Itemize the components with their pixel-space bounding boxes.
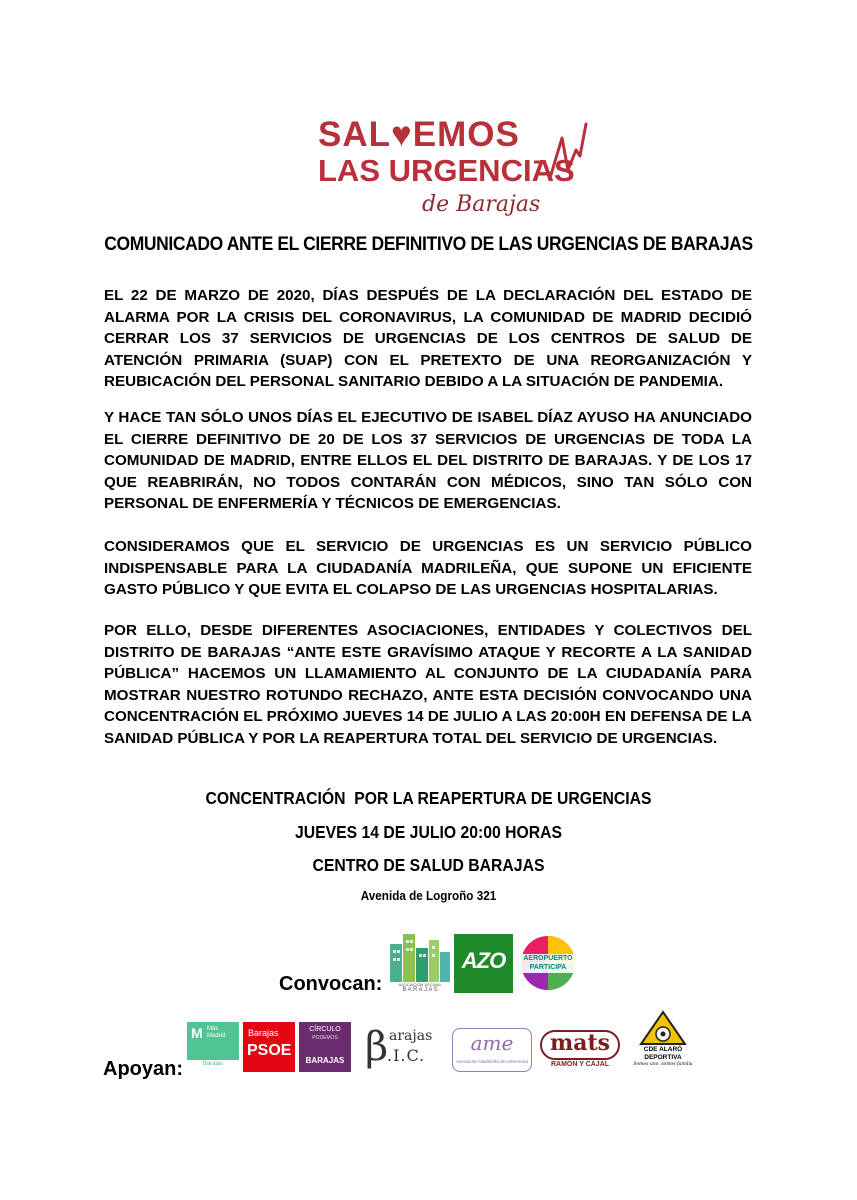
circulo-line-2: PODEMOS <box>312 1035 338 1041</box>
barajas-ic-logo <box>365 1024 437 1072</box>
azo-logo-text: AZO <box>461 948 506 973</box>
mas-madrid-line-2: Madrid <box>207 1033 226 1039</box>
paragraph-2: Y HACE TAN SÓLO UNOS DÍAS EL EJECUTIVO DE ISABEL DÍAZ AYUSO HA ANUNCIADO EL CIERRE DEFINITIVO DE 20 DE LOS 37 SERVICIOS DE URGENCIAS DE TODA LA COMUNIDAD DE MADRID, ENTRE ELLOS EL DEL DISTRITO DE BARAJAS. Y DE LOS 17 QUE REABRIRÁN, NO TODOS CONTARÁN CON MÉDICOS, SINO TAN SÓLO CON PERSONAL DE ENFERMERÍA Y TÉCNICOS DE EMERGENCIAS. <box>104 409 752 513</box>
mas-madrid-line-1: Más <box>207 1026 219 1032</box>
mas-madrid-caption: Barajas <box>202 1061 224 1067</box>
logo-line-3: de Barajas <box>422 192 541 217</box>
psoe-line-1: Barajas <box>248 1028 279 1038</box>
saludemos-urgencias-logo <box>318 115 598 225</box>
event-location: CENTRO DE SALUD BARAJAS <box>312 855 545 875</box>
asociacion-vecinal-caption: ASOCIACIÓN VECINAL <box>398 982 442 987</box>
event-date-time: JUEVES 14 DE JULIO 20:00 HORAS <box>295 822 562 842</box>
cde-line-1: CDE ALARÓ <box>643 1046 683 1053</box>
ame-logo <box>452 1028 532 1072</box>
paragraph-1: EL 22 DE MARZO DE 2020, DÍAS DESPUÉS DE LA DECLARACIÓN DEL ESTADO DE ALARMA POR LA CRISIS DEL CORONAVIRUS, LA COMUNIDAD DE MADRID DECIDIÓ CERRAR LOS 37 SERVICIOS DE URGENCIAS DE LOS CENTROS DE SALUD DE ATENCIÓN PRIMARIA (SUAP) CON EL PRETEXTO DE UNA REORGANIZACIÓN Y REUBICACIÓN DEL PERSONAL SANITARIO DEBIDO A LA SITUACIÓN DE PANDEMIA. <box>104 287 752 391</box>
asociacion-vecinal-logo <box>388 930 452 994</box>
psoe-line-2: PSOE <box>247 1042 292 1059</box>
soccer-ball-triangle-icon <box>633 1010 693 1046</box>
event-address: Avenida de Logroño 321 <box>360 888 497 903</box>
mats-text: mats <box>549 1030 611 1056</box>
circulo-line-1: CÍRCULO <box>309 1026 341 1033</box>
document-title: COMUNICADO ANTE EL CIERRE DEFINITIVO DE LAS URGENCIAS DE BARAJAS <box>104 234 753 255</box>
cde-line-3: Somos uno, somos familia <box>633 1062 693 1067</box>
event-heading: CONCENTRACIÓN POR LA REAPERTURA DE URGENCIAS <box>205 788 652 808</box>
circulo-podemos-logo <box>299 1022 351 1072</box>
mats-caption: RAMÓN Y CAJAL <box>550 1061 610 1068</box>
mats-logo <box>538 1028 624 1072</box>
paragraph-4: POR ELLO, DESDE DIFERENTES ASOCIACIONES, ENTIDADES Y COLECTIVOS DEL DISTRITO DE BARAJAS “ANTE ESTE GRAVÍSIMO ATAQUE Y RECORTE A LA SANIDAD PÚBLICA” HACEMOS UN LLAMAMIENTO AL CONJUNTO DE LA CIUDADANÍA PARA MOSTRAR NUESTRO ROTUNDO RECHAZO, ANTE ESTA DECISIÓN CONVOCANDO UNA CONCENTRACIÓN EL PRÓXIMO JUEVES 14 DE JULIO A LAS 20:00H EN DEFENSA DE LA SANIDAD PÚBLICA Y POR LA REAPERTURA TOTAL DEL SERVICIO DE URGENCIAS. <box>104 622 752 747</box>
azo-logo <box>454 934 513 993</box>
mas-madrid-logo <box>187 1022 239 1060</box>
buildings-icon <box>388 930 452 982</box>
barajas-ic-line-1: arajas <box>389 1028 433 1044</box>
convocan-label: Convocan: <box>279 973 383 995</box>
aeropuerto-participa-logo <box>519 934 577 992</box>
barajas-ic-line-2: .I.C. <box>387 1046 426 1065</box>
colorful-circle-icon <box>519 934 577 992</box>
aeropuerto-line-2: PARTICIPA <box>529 964 567 971</box>
ame-caption: Asociación Madrileña de enfermería <box>455 1059 529 1064</box>
heartbeat-pulse-icon <box>534 120 590 186</box>
cde-line-2: DEPORTIVA <box>644 1054 682 1061</box>
barajas-ic-beta: β <box>365 1024 389 1070</box>
circulo-line-3: BARAJAS <box>305 1056 345 1065</box>
asociacion-vecinal-barajas: B A R A J A S <box>402 987 438 993</box>
aeropuerto-line-1: AEROPUERTO <box>523 955 573 962</box>
paragraph-3: CONSIDERAMOS QUE EL SERVICIO DE URGENCIAS ES UN SERVICIO PÚBLICO INDISPENSABLE PARA LA CIUDADANÍA MADRILEÑA, QUE SUPONE UN EFICIENTE GASTO PÚBLICO Y QUE EVITA EL COLAPSO DE LAS URGENCIAS HOSPITALARIAS. <box>104 538 752 599</box>
logo-line-1: SAL♥EMOS <box>318 115 520 154</box>
logo-line-2: LAS URGENCIAS <box>318 153 575 188</box>
ame-text: ame <box>470 1031 514 1055</box>
cde-alaro-logo <box>633 1010 693 1072</box>
psoe-logo <box>243 1022 295 1072</box>
mas-madrid-m: M <box>191 1025 203 1041</box>
apoyan-label: Apoyan: <box>103 1058 183 1080</box>
